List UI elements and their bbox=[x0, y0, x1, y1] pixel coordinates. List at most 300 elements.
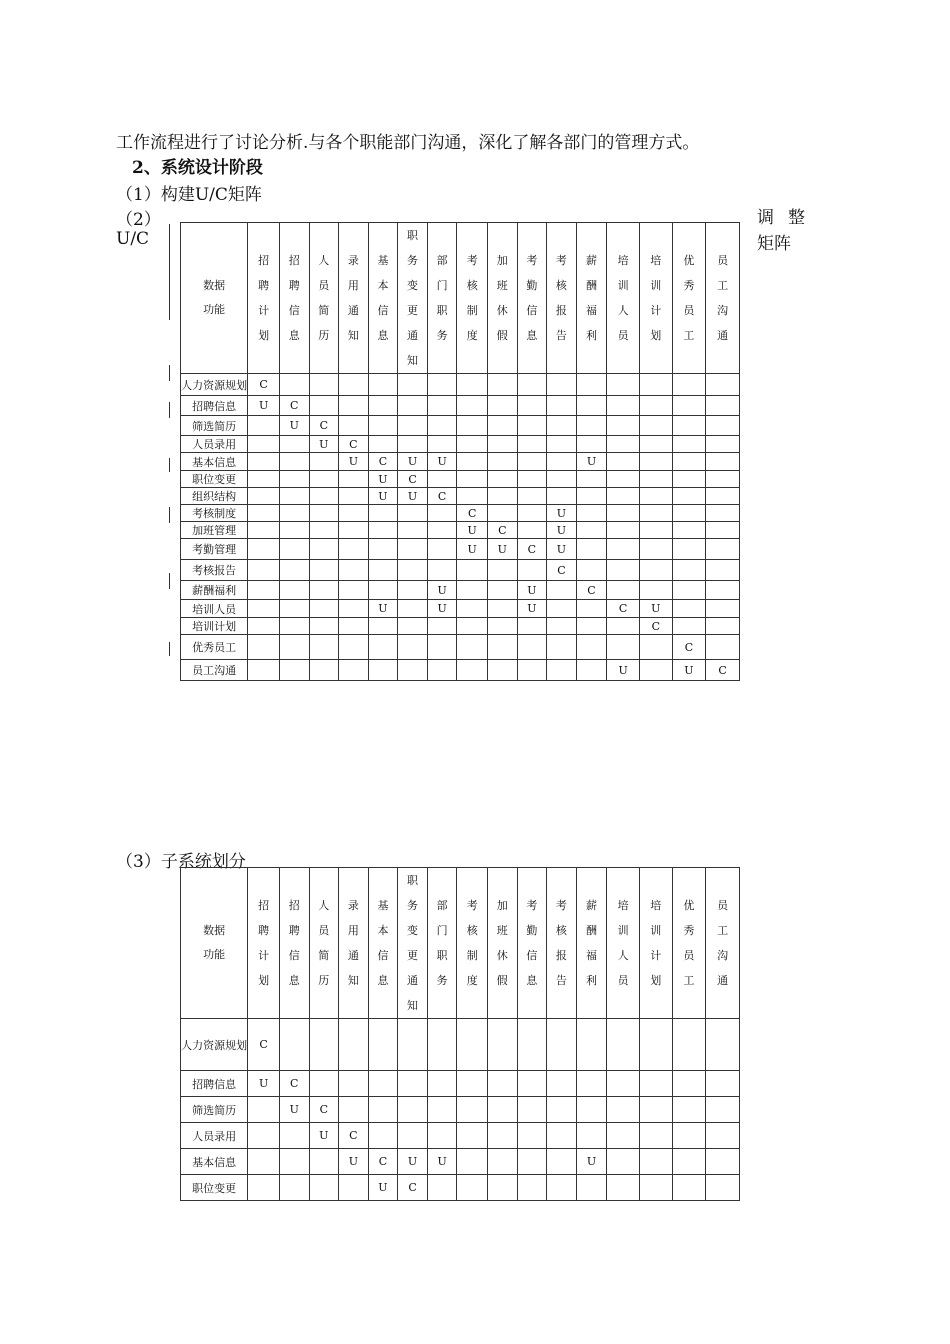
uc-cell bbox=[487, 581, 517, 600]
uc-cell bbox=[639, 436, 672, 453]
uc-cell bbox=[672, 436, 706, 453]
uc-cell bbox=[427, 618, 457, 635]
uc-cell bbox=[607, 374, 640, 396]
uc-cell bbox=[457, 560, 488, 581]
uc-cell bbox=[706, 374, 740, 396]
uc-cell bbox=[457, 436, 488, 453]
uc-cell bbox=[339, 416, 369, 436]
uc-cell bbox=[339, 396, 369, 416]
uc-cell bbox=[672, 471, 706, 488]
uc-cell bbox=[607, 1097, 640, 1123]
uc-cell bbox=[706, 1071, 740, 1097]
uc-cell bbox=[607, 471, 640, 488]
uc-cell bbox=[339, 374, 369, 396]
uc-cell bbox=[279, 539, 309, 560]
uc-cell bbox=[487, 505, 517, 522]
uc-cell bbox=[309, 453, 339, 471]
uc-cell bbox=[427, 471, 457, 488]
uc-cell bbox=[398, 374, 428, 396]
uc-cell bbox=[576, 374, 607, 396]
uc-cell: U bbox=[279, 1097, 309, 1123]
uc-cell bbox=[248, 660, 280, 681]
uc-cell bbox=[398, 1019, 428, 1071]
uc-cell bbox=[398, 396, 428, 416]
uc-cell: U bbox=[368, 471, 398, 488]
uc-cell bbox=[706, 1175, 740, 1201]
uc-cell bbox=[427, 560, 457, 581]
uc-cell bbox=[672, 505, 706, 522]
uc-cell bbox=[672, 560, 706, 581]
table-row bbox=[181, 505, 740, 522]
column-header: 部 门 职 务 bbox=[427, 868, 457, 1019]
uc-cell bbox=[672, 453, 706, 471]
uc-cell bbox=[279, 1019, 309, 1071]
uc-cell: U bbox=[576, 1149, 607, 1175]
uc-cell bbox=[672, 1175, 706, 1201]
ghost-rule-3 bbox=[169, 402, 170, 418]
uc-cell bbox=[672, 416, 706, 436]
uc-cell bbox=[339, 618, 369, 635]
uc-cell bbox=[368, 1097, 398, 1123]
uc-cell: C bbox=[457, 505, 488, 522]
uc-cell bbox=[368, 1071, 398, 1097]
uc-label: U/C bbox=[116, 229, 150, 249]
uc-cell: U bbox=[547, 522, 577, 539]
column-header: 职 务 变 更 通 知 bbox=[398, 223, 428, 374]
uc-cell bbox=[457, 1123, 488, 1149]
uc-cell bbox=[339, 1175, 369, 1201]
ghost-rule-6 bbox=[169, 573, 170, 589]
uc-cell: U bbox=[547, 505, 577, 522]
uc-cell bbox=[309, 635, 339, 660]
uc-cell bbox=[517, 1175, 547, 1201]
uc-cell bbox=[368, 560, 398, 581]
uc-cell: U bbox=[368, 1175, 398, 1201]
uc-cell bbox=[639, 539, 672, 560]
uc-cell bbox=[607, 581, 640, 600]
uc-cell bbox=[576, 560, 607, 581]
ghost-rule-4 bbox=[169, 458, 170, 472]
uc-cell bbox=[672, 600, 706, 618]
uc-cell bbox=[487, 1097, 517, 1123]
uc-cell bbox=[547, 581, 577, 600]
uc-cell bbox=[547, 488, 577, 505]
uc-cell bbox=[279, 1149, 309, 1175]
uc-cell bbox=[639, 505, 672, 522]
uc-cell bbox=[339, 1097, 369, 1123]
uc-cell bbox=[706, 581, 740, 600]
uc-cell bbox=[279, 1123, 309, 1149]
uc-cell bbox=[576, 522, 607, 539]
uc-cell bbox=[398, 436, 428, 453]
function-cell: 基本信息 bbox=[181, 453, 248, 471]
uc-cell: U bbox=[248, 1071, 280, 1097]
table-row bbox=[181, 660, 740, 681]
table-row bbox=[181, 1149, 740, 1175]
ghost-rule-5 bbox=[169, 507, 170, 523]
column-header: 部 门 职 务 bbox=[427, 223, 457, 374]
uc-cell bbox=[279, 505, 309, 522]
uc-cell bbox=[639, 1071, 672, 1097]
uc-cell bbox=[398, 539, 428, 560]
table-row bbox=[181, 488, 740, 505]
column-header: 员 工 沟 通 bbox=[706, 868, 740, 1019]
uc-cell bbox=[672, 488, 706, 505]
uc-cell bbox=[309, 539, 339, 560]
column-header: 人 员 简 历 bbox=[309, 868, 339, 1019]
uc-cell bbox=[607, 1019, 640, 1071]
uc-matrix-subsystem bbox=[180, 867, 740, 1201]
uc-cell bbox=[639, 374, 672, 396]
uc-cell bbox=[248, 1123, 280, 1149]
uc-cell bbox=[339, 1071, 369, 1097]
uc-cell bbox=[547, 635, 577, 660]
uc-cell bbox=[547, 374, 577, 396]
uc-cell bbox=[427, 635, 457, 660]
uc-cell bbox=[368, 1123, 398, 1149]
uc-cell: C bbox=[248, 1019, 280, 1071]
uc-cell bbox=[576, 539, 607, 560]
uc-cell bbox=[576, 436, 607, 453]
column-header: 考 核 制 度 bbox=[457, 868, 488, 1019]
uc-cell: C bbox=[309, 416, 339, 436]
uc-cell bbox=[672, 1019, 706, 1071]
uc-cell bbox=[368, 539, 398, 560]
uc-cell bbox=[368, 635, 398, 660]
function-cell: 组织结构 bbox=[181, 488, 248, 505]
uc-cell bbox=[368, 660, 398, 681]
corner-label bbox=[181, 868, 248, 1019]
uc-cell bbox=[607, 635, 640, 660]
column-header: 培 训 计 划 bbox=[639, 868, 672, 1019]
uc-cell: U bbox=[427, 1149, 457, 1175]
function-cell: 职位变更 bbox=[181, 1175, 248, 1201]
uc-cell bbox=[487, 374, 517, 396]
uc-cell bbox=[487, 600, 517, 618]
uc-cell bbox=[487, 1019, 517, 1071]
uc-cell: C bbox=[248, 374, 280, 396]
column-header: 优 秀 员 工 bbox=[672, 868, 706, 1019]
function-cell: 职位变更 bbox=[181, 471, 248, 488]
uc-cell bbox=[639, 1097, 672, 1123]
uc-cell bbox=[457, 1019, 488, 1071]
function-cell: 招聘信息 bbox=[181, 396, 248, 416]
column-header: 加 班 休 假 bbox=[487, 223, 517, 374]
uc-cell bbox=[279, 1175, 309, 1201]
uc-cell bbox=[279, 453, 309, 471]
uc-cell bbox=[607, 1071, 640, 1097]
uc-cell bbox=[487, 471, 517, 488]
column-header: 招 聘 计 划 bbox=[248, 868, 280, 1019]
uc-cell bbox=[248, 1175, 280, 1201]
uc-cell: C bbox=[279, 396, 309, 416]
uc-cell bbox=[517, 1149, 547, 1175]
uc-cell: C bbox=[576, 581, 607, 600]
uc-cell bbox=[487, 1149, 517, 1175]
column-header: 录 用 通 知 bbox=[339, 868, 369, 1019]
uc-cell bbox=[639, 581, 672, 600]
uc-cell bbox=[547, 416, 577, 436]
uc-cell bbox=[339, 560, 369, 581]
uc-cell bbox=[607, 505, 640, 522]
uc-cell bbox=[398, 618, 428, 635]
uc-cell bbox=[457, 1175, 488, 1201]
uc-cell bbox=[248, 600, 280, 618]
uc-cell bbox=[517, 1097, 547, 1123]
uc-cell bbox=[576, 396, 607, 416]
uc-cell bbox=[706, 522, 740, 539]
uc-cell bbox=[279, 618, 309, 635]
uc-cell: U bbox=[487, 539, 517, 560]
uc-cell bbox=[607, 396, 640, 416]
uc-cell bbox=[607, 560, 640, 581]
uc-cell bbox=[706, 600, 740, 618]
step-2-heading: （2） bbox=[116, 210, 161, 230]
uc-cell bbox=[547, 1149, 577, 1175]
uc-cell bbox=[398, 505, 428, 522]
uc-cell bbox=[547, 618, 577, 635]
uc-cell bbox=[576, 488, 607, 505]
uc-cell bbox=[576, 1123, 607, 1149]
uc-cell bbox=[368, 581, 398, 600]
uc-cell bbox=[248, 581, 280, 600]
uc-cell: C bbox=[339, 1123, 369, 1149]
uc-cell bbox=[398, 560, 428, 581]
uc-cell: C bbox=[639, 618, 672, 635]
function-cell: 培训计划 bbox=[181, 618, 248, 635]
uc-cell: C bbox=[672, 635, 706, 660]
ghost-rule-7 bbox=[169, 642, 170, 656]
column-header: 薪 酬 福 利 bbox=[576, 223, 607, 374]
uc-cell bbox=[457, 416, 488, 436]
function-cell: 基本信息 bbox=[181, 1149, 248, 1175]
uc-cell bbox=[339, 539, 369, 560]
uc-cell bbox=[427, 1071, 457, 1097]
uc-cell bbox=[309, 660, 339, 681]
uc-cell: U bbox=[457, 522, 488, 539]
uc-cell bbox=[639, 396, 672, 416]
uc-cell bbox=[457, 453, 488, 471]
table-row bbox=[181, 1123, 740, 1149]
uc-cell bbox=[672, 1071, 706, 1097]
uc-cell bbox=[706, 471, 740, 488]
uc-cell bbox=[248, 505, 280, 522]
function-cell: 人力资源规划 bbox=[181, 1019, 248, 1071]
uc-cell bbox=[576, 635, 607, 660]
uc-cell: U bbox=[248, 396, 280, 416]
table-row bbox=[181, 471, 740, 488]
column-header: 培 训 人 员 bbox=[607, 223, 640, 374]
uc-cell bbox=[309, 488, 339, 505]
uc-cell bbox=[706, 539, 740, 560]
uc-cell bbox=[398, 1071, 428, 1097]
uc-cell bbox=[576, 1097, 607, 1123]
column-header: 人 员 简 历 bbox=[309, 223, 339, 374]
uc-cell bbox=[706, 1149, 740, 1175]
uc-cell bbox=[517, 522, 547, 539]
uc-cell bbox=[487, 1071, 517, 1097]
uc-cell bbox=[339, 1019, 369, 1071]
uc-cell bbox=[457, 1071, 488, 1097]
uc-cell: U bbox=[427, 581, 457, 600]
uc-cell bbox=[639, 1149, 672, 1175]
uc-cell bbox=[547, 436, 577, 453]
uc-cell: C bbox=[368, 453, 398, 471]
function-cell: 招聘信息 bbox=[181, 1071, 248, 1097]
uc-cell bbox=[487, 618, 517, 635]
function-cell: 筛选简历 bbox=[181, 416, 248, 436]
column-header: 培 训 人 员 bbox=[607, 868, 640, 1019]
uc-cell bbox=[427, 416, 457, 436]
uc-cell bbox=[279, 581, 309, 600]
uc-cell bbox=[706, 505, 740, 522]
uc-cell bbox=[706, 1019, 740, 1071]
uc-cell bbox=[427, 436, 457, 453]
uc-cell bbox=[248, 488, 280, 505]
function-cell: 加班管理 bbox=[181, 522, 248, 539]
uc-cell bbox=[607, 453, 640, 471]
uc-cell bbox=[457, 581, 488, 600]
uc-cell bbox=[339, 488, 369, 505]
uc-cell bbox=[607, 436, 640, 453]
uc-cell bbox=[487, 635, 517, 660]
uc-cell: U bbox=[279, 416, 309, 436]
uc-cell bbox=[368, 436, 398, 453]
table-row bbox=[181, 1071, 740, 1097]
uc-cell: C bbox=[487, 522, 517, 539]
uc-cell: C bbox=[309, 1097, 339, 1123]
uc-cell bbox=[547, 471, 577, 488]
uc-cell bbox=[279, 522, 309, 539]
uc-cell bbox=[368, 505, 398, 522]
uc-cell: U bbox=[309, 436, 339, 453]
uc-cell: U bbox=[368, 488, 398, 505]
uc-cell bbox=[639, 471, 672, 488]
uc-cell bbox=[487, 660, 517, 681]
uc-cell bbox=[639, 522, 672, 539]
uc-cell bbox=[368, 396, 398, 416]
uc-cell bbox=[576, 600, 607, 618]
column-header: 考 勤 信 息 bbox=[517, 868, 547, 1019]
uc-cell: U bbox=[672, 660, 706, 681]
table-row bbox=[181, 635, 740, 660]
function-cell: 人力资源规划 bbox=[181, 374, 248, 396]
uc-cell: U bbox=[309, 1123, 339, 1149]
uc-cell bbox=[517, 1019, 547, 1071]
table-row bbox=[181, 436, 740, 453]
uc-cell bbox=[457, 396, 488, 416]
uc-cell bbox=[576, 505, 607, 522]
column-header: 加 班 休 假 bbox=[487, 868, 517, 1019]
function-cell: 考勤管理 bbox=[181, 539, 248, 560]
column-header: 考 勤 信 息 bbox=[517, 223, 547, 374]
uc-cell: U bbox=[517, 600, 547, 618]
uc-cell bbox=[248, 522, 280, 539]
uc-cell bbox=[427, 374, 457, 396]
ghost-rule-1 bbox=[169, 224, 170, 320]
uc-cell bbox=[457, 1149, 488, 1175]
uc-cell bbox=[639, 453, 672, 471]
uc-cell bbox=[576, 618, 607, 635]
uc-matrix-adjusted bbox=[180, 222, 740, 681]
uc-cell bbox=[487, 416, 517, 436]
uc-cell bbox=[706, 1123, 740, 1149]
uc-cell: C bbox=[706, 660, 740, 681]
uc-cell bbox=[576, 471, 607, 488]
step-1-heading: （1）构建U/C矩阵 bbox=[116, 185, 262, 205]
uc-cell bbox=[672, 581, 706, 600]
uc-cell bbox=[672, 1149, 706, 1175]
uc-cell bbox=[398, 660, 428, 681]
table-row bbox=[181, 539, 740, 560]
uc-cell bbox=[517, 660, 547, 681]
uc-cell bbox=[639, 488, 672, 505]
uc-cell bbox=[339, 635, 369, 660]
uc-cell bbox=[248, 635, 280, 660]
uc-cell bbox=[279, 635, 309, 660]
uc-cell: U bbox=[427, 600, 457, 618]
uc-cell bbox=[457, 660, 488, 681]
uc-cell bbox=[457, 374, 488, 396]
uc-cell bbox=[706, 453, 740, 471]
uc-cell: C bbox=[517, 539, 547, 560]
table-row bbox=[181, 618, 740, 635]
uc-cell bbox=[487, 396, 517, 416]
table-row bbox=[181, 1175, 740, 1201]
uc-cell: C bbox=[427, 488, 457, 505]
uc-cell: U bbox=[517, 581, 547, 600]
uc-cell bbox=[398, 522, 428, 539]
uc-cell bbox=[517, 505, 547, 522]
column-header: 招 聘 计 划 bbox=[248, 223, 280, 374]
table-row bbox=[181, 1019, 740, 1071]
uc-cell bbox=[248, 1097, 280, 1123]
uc-cell bbox=[607, 1149, 640, 1175]
uc-cell bbox=[368, 416, 398, 436]
function-cell: 薪酬福利 bbox=[181, 581, 248, 600]
uc-cell bbox=[487, 560, 517, 581]
uc-cell bbox=[309, 1149, 339, 1175]
uc-cell bbox=[309, 581, 339, 600]
uc-cell bbox=[517, 1071, 547, 1097]
uc-cell bbox=[547, 660, 577, 681]
column-header: 考 核 制 度 bbox=[457, 223, 488, 374]
function-cell: 筛选简历 bbox=[181, 1097, 248, 1123]
uc-cell bbox=[547, 1175, 577, 1201]
uc-cell bbox=[607, 522, 640, 539]
uc-cell bbox=[706, 436, 740, 453]
uc-cell bbox=[248, 416, 280, 436]
uc-cell bbox=[607, 539, 640, 560]
uc-cell bbox=[672, 539, 706, 560]
uc-cell bbox=[487, 488, 517, 505]
uc-cell: U bbox=[339, 453, 369, 471]
uc-cell: U bbox=[398, 453, 428, 471]
uc-cell: C bbox=[339, 436, 369, 453]
uc-cell bbox=[279, 471, 309, 488]
uc-cell bbox=[248, 539, 280, 560]
corner-function: 功能 bbox=[203, 948, 226, 961]
uc-cell bbox=[639, 635, 672, 660]
uc-cell bbox=[517, 560, 547, 581]
uc-cell bbox=[607, 488, 640, 505]
uc-cell bbox=[457, 618, 488, 635]
uc-cell: U bbox=[398, 488, 428, 505]
uc-cell bbox=[427, 1019, 457, 1071]
uc-cell bbox=[706, 488, 740, 505]
ghost-rule-2 bbox=[169, 365, 170, 381]
uc-cell bbox=[547, 453, 577, 471]
